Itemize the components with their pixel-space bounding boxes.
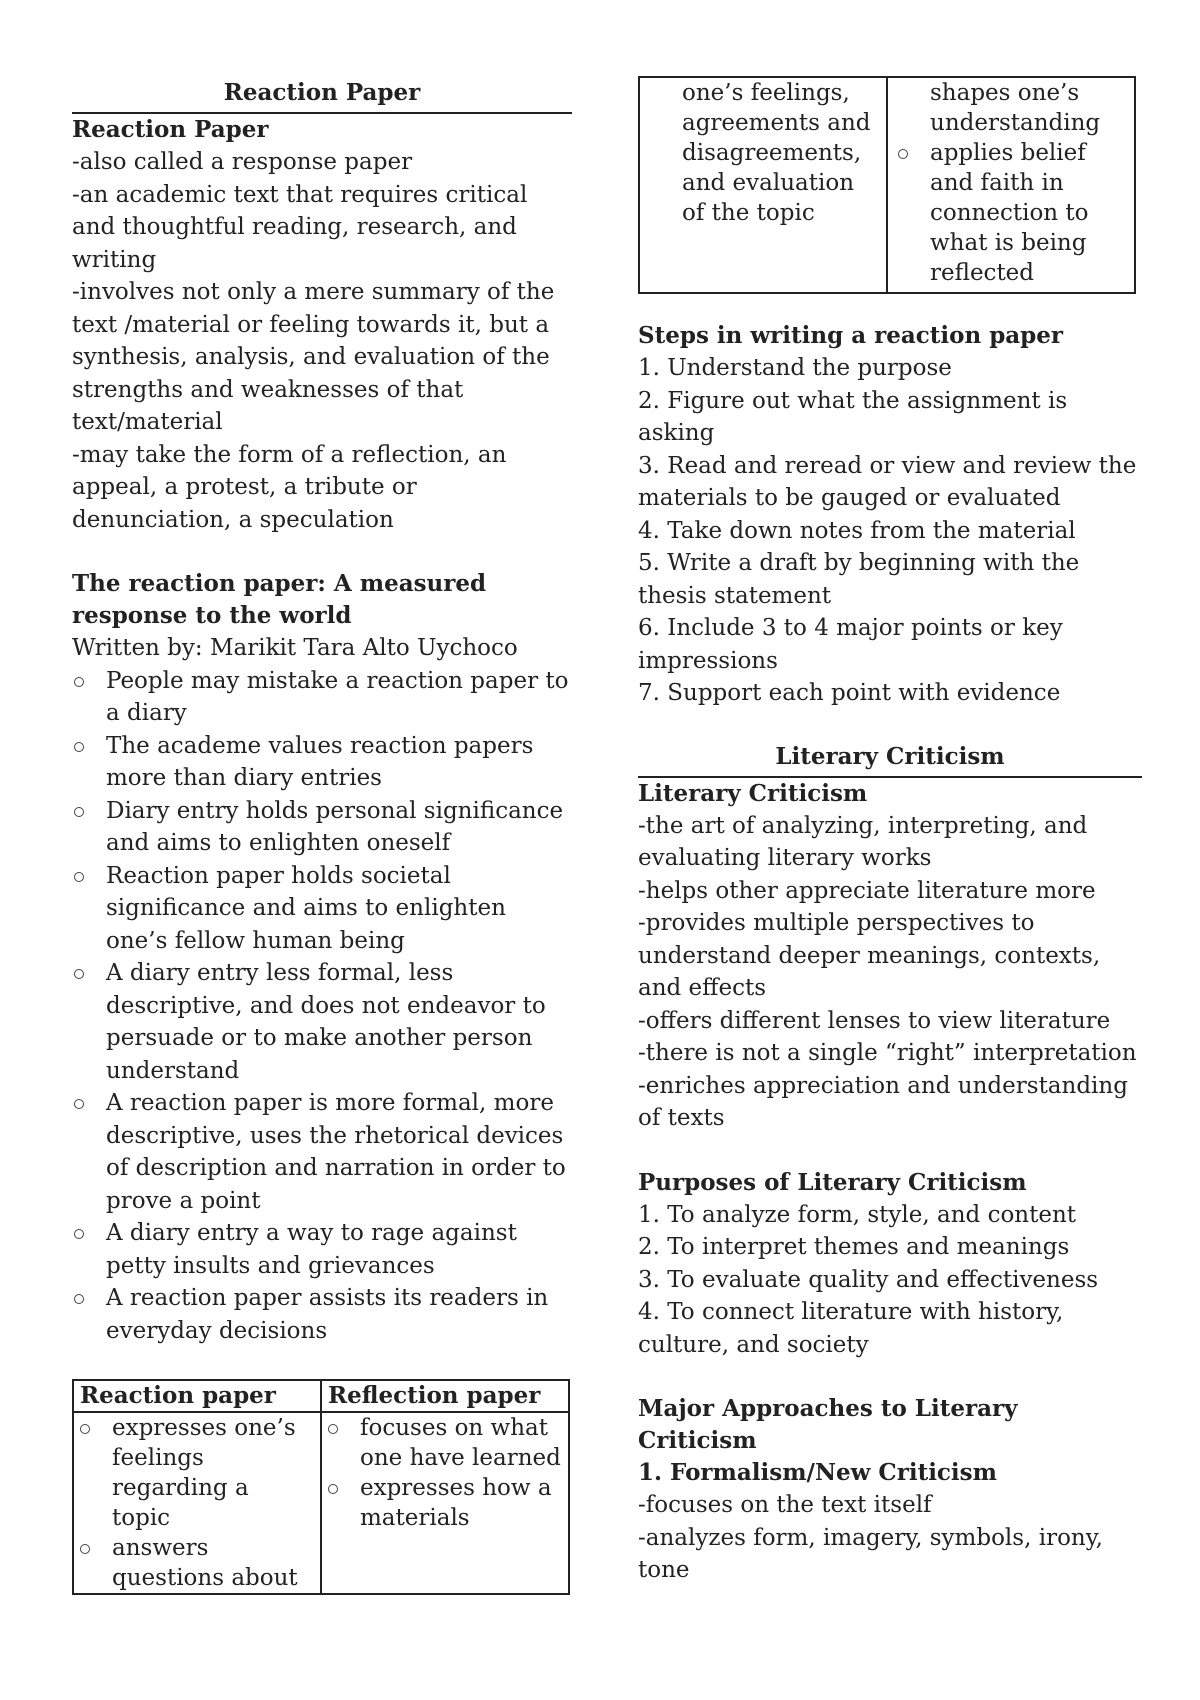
step-item: 7. Support each point with evidence <box>638 680 1061 706</box>
comparison-table <box>72 1379 570 1595</box>
list-item: A reaction paper assists its readers in everyday decisions <box>72 1282 572 1347</box>
definition-line: -there is not a single “right” interpretation <box>638 1040 1137 1066</box>
comparison-table-continued <box>638 76 1136 294</box>
approach-formalism-heading: 1. Formalism/New Criticism <box>638 1459 997 1486</box>
list-item: Diary entry holds personal significance and aims to enlighten oneself <box>72 795 572 860</box>
circle-bullet-icon <box>74 872 84 882</box>
list-item: expresses one’s feelings regarding a topic <box>80 1413 314 1533</box>
definition-line: -may take the form of a reflection, an appeal, a protest, a tribute or denunciation, a speculation <box>72 441 507 533</box>
definition-line: -the art of analyzing, interpreting, and evaluating literary works <box>638 812 1088 871</box>
table-cell-reflection <box>321 1412 569 1594</box>
definition-line: -helps other appreciate literature more <box>638 877 1096 904</box>
definition-line: -involves not only a mere summary of the text /material or feeling towards it, but a synthesis, analysis, and evaluation of the strengths and weaknesses of that text/material <box>72 279 555 435</box>
steps-heading: Steps in writing a reaction paper <box>638 322 1064 349</box>
table-cell-reflection: shapes one’s understanding applies belief and faith in connection to what is being reflected <box>887 77 1135 293</box>
circle-bullet-icon <box>74 1229 84 1239</box>
step-item: 1. Understand the purpose <box>638 355 952 381</box>
definition-line: -also called a response paper <box>72 149 413 175</box>
circle-bullet-icon <box>328 1424 338 1434</box>
step-item: 3. Read and reread or view and review the materials to be gauged or evaluated <box>638 452 1137 511</box>
table-header-reaction: Reaction paper <box>73 1380 321 1412</box>
table-header-reflection: Reflection paper <box>321 1380 569 1412</box>
table-cell-reaction <box>73 1412 321 1594</box>
definition-line: -provides multiple perspectives to understand deeper meanings, contexts, and effects <box>638 910 1101 1001</box>
circle-bullet-icon <box>898 149 908 159</box>
list-item: applies belief and faith in connection to what is being reflected <box>894 138 1128 288</box>
article-bullet-list <box>72 665 572 1348</box>
step-item: 6. Include 3 to 4 major points or key impressions <box>638 615 1063 674</box>
list-item: A diary entry a way to rage against petty insults and grievances <box>72 1217 572 1282</box>
list-item: People may mistake a reaction paper to a diary <box>72 665 572 730</box>
circle-bullet-icon <box>328 1484 338 1494</box>
circle-bullet-icon <box>74 742 84 752</box>
definition-heading: Reaction Paper <box>72 116 269 143</box>
list-item: The academe values reaction papers more than diary entries <box>72 730 572 795</box>
list-item: answers questions about <box>80 1533 314 1593</box>
list-item: A diary entry less formal, less descriptive, and does not endeavor to persuade or to make another person understand <box>72 957 572 1087</box>
step-item: 4. Take down notes from the material <box>638 517 1076 544</box>
step-item: 2. Figure out what the assignment is asking <box>638 387 1068 446</box>
article-heading: The reaction paper: A measured response to the world <box>72 570 487 629</box>
purpose-item: 3. To evaluate quality and effectiveness <box>638 1266 1099 1293</box>
purpose-item: 4. To connect literature with history, culture, and society <box>638 1299 1064 1358</box>
section-title-reaction-paper: Reaction Paper <box>72 76 572 114</box>
circle-bullet-icon <box>74 1294 84 1304</box>
circle-bullet-icon <box>74 969 84 979</box>
step-item: 5. Write a draft by beginning with the thesis statement <box>638 550 1080 609</box>
section-title-literary-criticism: Literary Criticism <box>638 740 1142 778</box>
approach-line: -focuses on the text itself <box>638 1492 932 1518</box>
purpose-item: 1. To analyze form, style, and content <box>638 1201 1077 1228</box>
table-cell-reaction: one’s feelings, agreements and disagreements, and evaluation of the topic <box>639 77 887 293</box>
circle-bullet-icon <box>74 677 84 687</box>
purposes-heading: Purposes of Literary Criticism <box>638 1168 1027 1196</box>
circle-bullet-icon <box>80 1544 90 1554</box>
purpose-item: 2. To interpret themes and meanings <box>638 1234 1070 1260</box>
list-item: focuses on what one have learned <box>328 1413 562 1473</box>
definition-line: -enriches appreciation and understanding of texts <box>638 1072 1128 1131</box>
circle-bullet-icon <box>74 1099 84 1109</box>
article-author: Written by: Marikit Tara Alto Uychoco <box>72 635 518 661</box>
circle-bullet-icon <box>74 807 84 817</box>
literary-criticism-heading: Literary Criticism <box>638 779 868 807</box>
definition-line: -offers different lenses to view literature <box>638 1007 1111 1034</box>
right-column <box>638 76 1142 1587</box>
list-item: expresses how a materials <box>328 1473 562 1533</box>
approach-line: -analyzes form, imagery, symbols, irony, tone <box>638 1524 1103 1583</box>
list-item: Reaction paper holds societal significance and aims to enlighten one’s fellow human being <box>72 860 572 958</box>
circle-bullet-icon <box>80 1424 90 1434</box>
definition-line: -an academic text that requires critical and thoughtful reading, research, and writing <box>72 181 528 273</box>
left-column <box>72 76 572 1595</box>
approaches-heading: Major Approaches to Literary Criticism <box>638 1395 1018 1454</box>
list-item: A reaction paper is more formal, more descriptive, uses the rhetorical devices of description and narration in order to prove a point <box>72 1087 572 1217</box>
